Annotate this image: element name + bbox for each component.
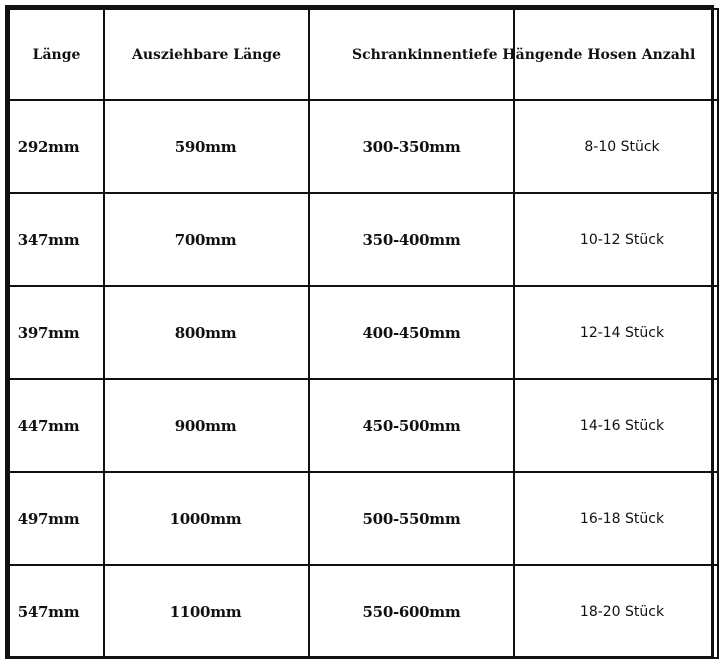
cell-length: 447mm [9,379,104,472]
header-hanging-trousers-label: Hängende Hosen Anzahl [502,46,696,63]
cell-trousers-count: 18-20 Stück [514,565,718,658]
cell-trousers-count: 16-18 Stück [514,472,718,565]
table-row [9,100,718,193]
cell-cabinet-depth: 500-550mm [309,472,514,565]
spec-table-container [5,5,714,659]
table-row [9,565,718,658]
cell-cabinet-depth: 450-500mm [309,379,514,472]
cell-length: 292mm [9,100,104,193]
cell-extended-length: 590mm [104,100,309,193]
cell-length: 397mm [9,286,104,379]
cell-extended-length: 900mm [104,379,309,472]
cell-extended-length: 1000mm [104,472,309,565]
header-extended-length: Ausziehbare Länge [104,9,309,100]
cell-extended-length: 700mm [104,193,309,286]
cell-cabinet-depth: 350-400mm [309,193,514,286]
table-row [9,472,718,565]
size-spec-table [8,8,719,659]
cell-trousers-count: 12-14 Stück [514,286,718,379]
header-cabinet-depth [309,9,696,100]
cell-trousers-count: 8-10 Stück [514,100,718,193]
cell-cabinet-depth: 300-350mm [309,100,514,193]
table-header-row [9,9,718,100]
cell-cabinet-depth: 550-600mm [309,565,514,658]
cell-length: 547mm [9,565,104,658]
cell-extended-length: 1100mm [104,565,309,658]
cell-trousers-count: 14-16 Stück [514,379,718,472]
header-length: Länge [9,9,104,100]
table-row [9,379,718,472]
table-row [9,193,718,286]
header-cabinet-depth-label: Schrankinnentiefe [352,46,498,63]
table-row [9,286,718,379]
cell-length: 347mm [9,193,104,286]
cell-length: 497mm [9,472,104,565]
cell-cabinet-depth: 400-450mm [309,286,514,379]
cell-extended-length: 800mm [104,286,309,379]
cell-trousers-count: 10-12 Stück [514,193,718,286]
